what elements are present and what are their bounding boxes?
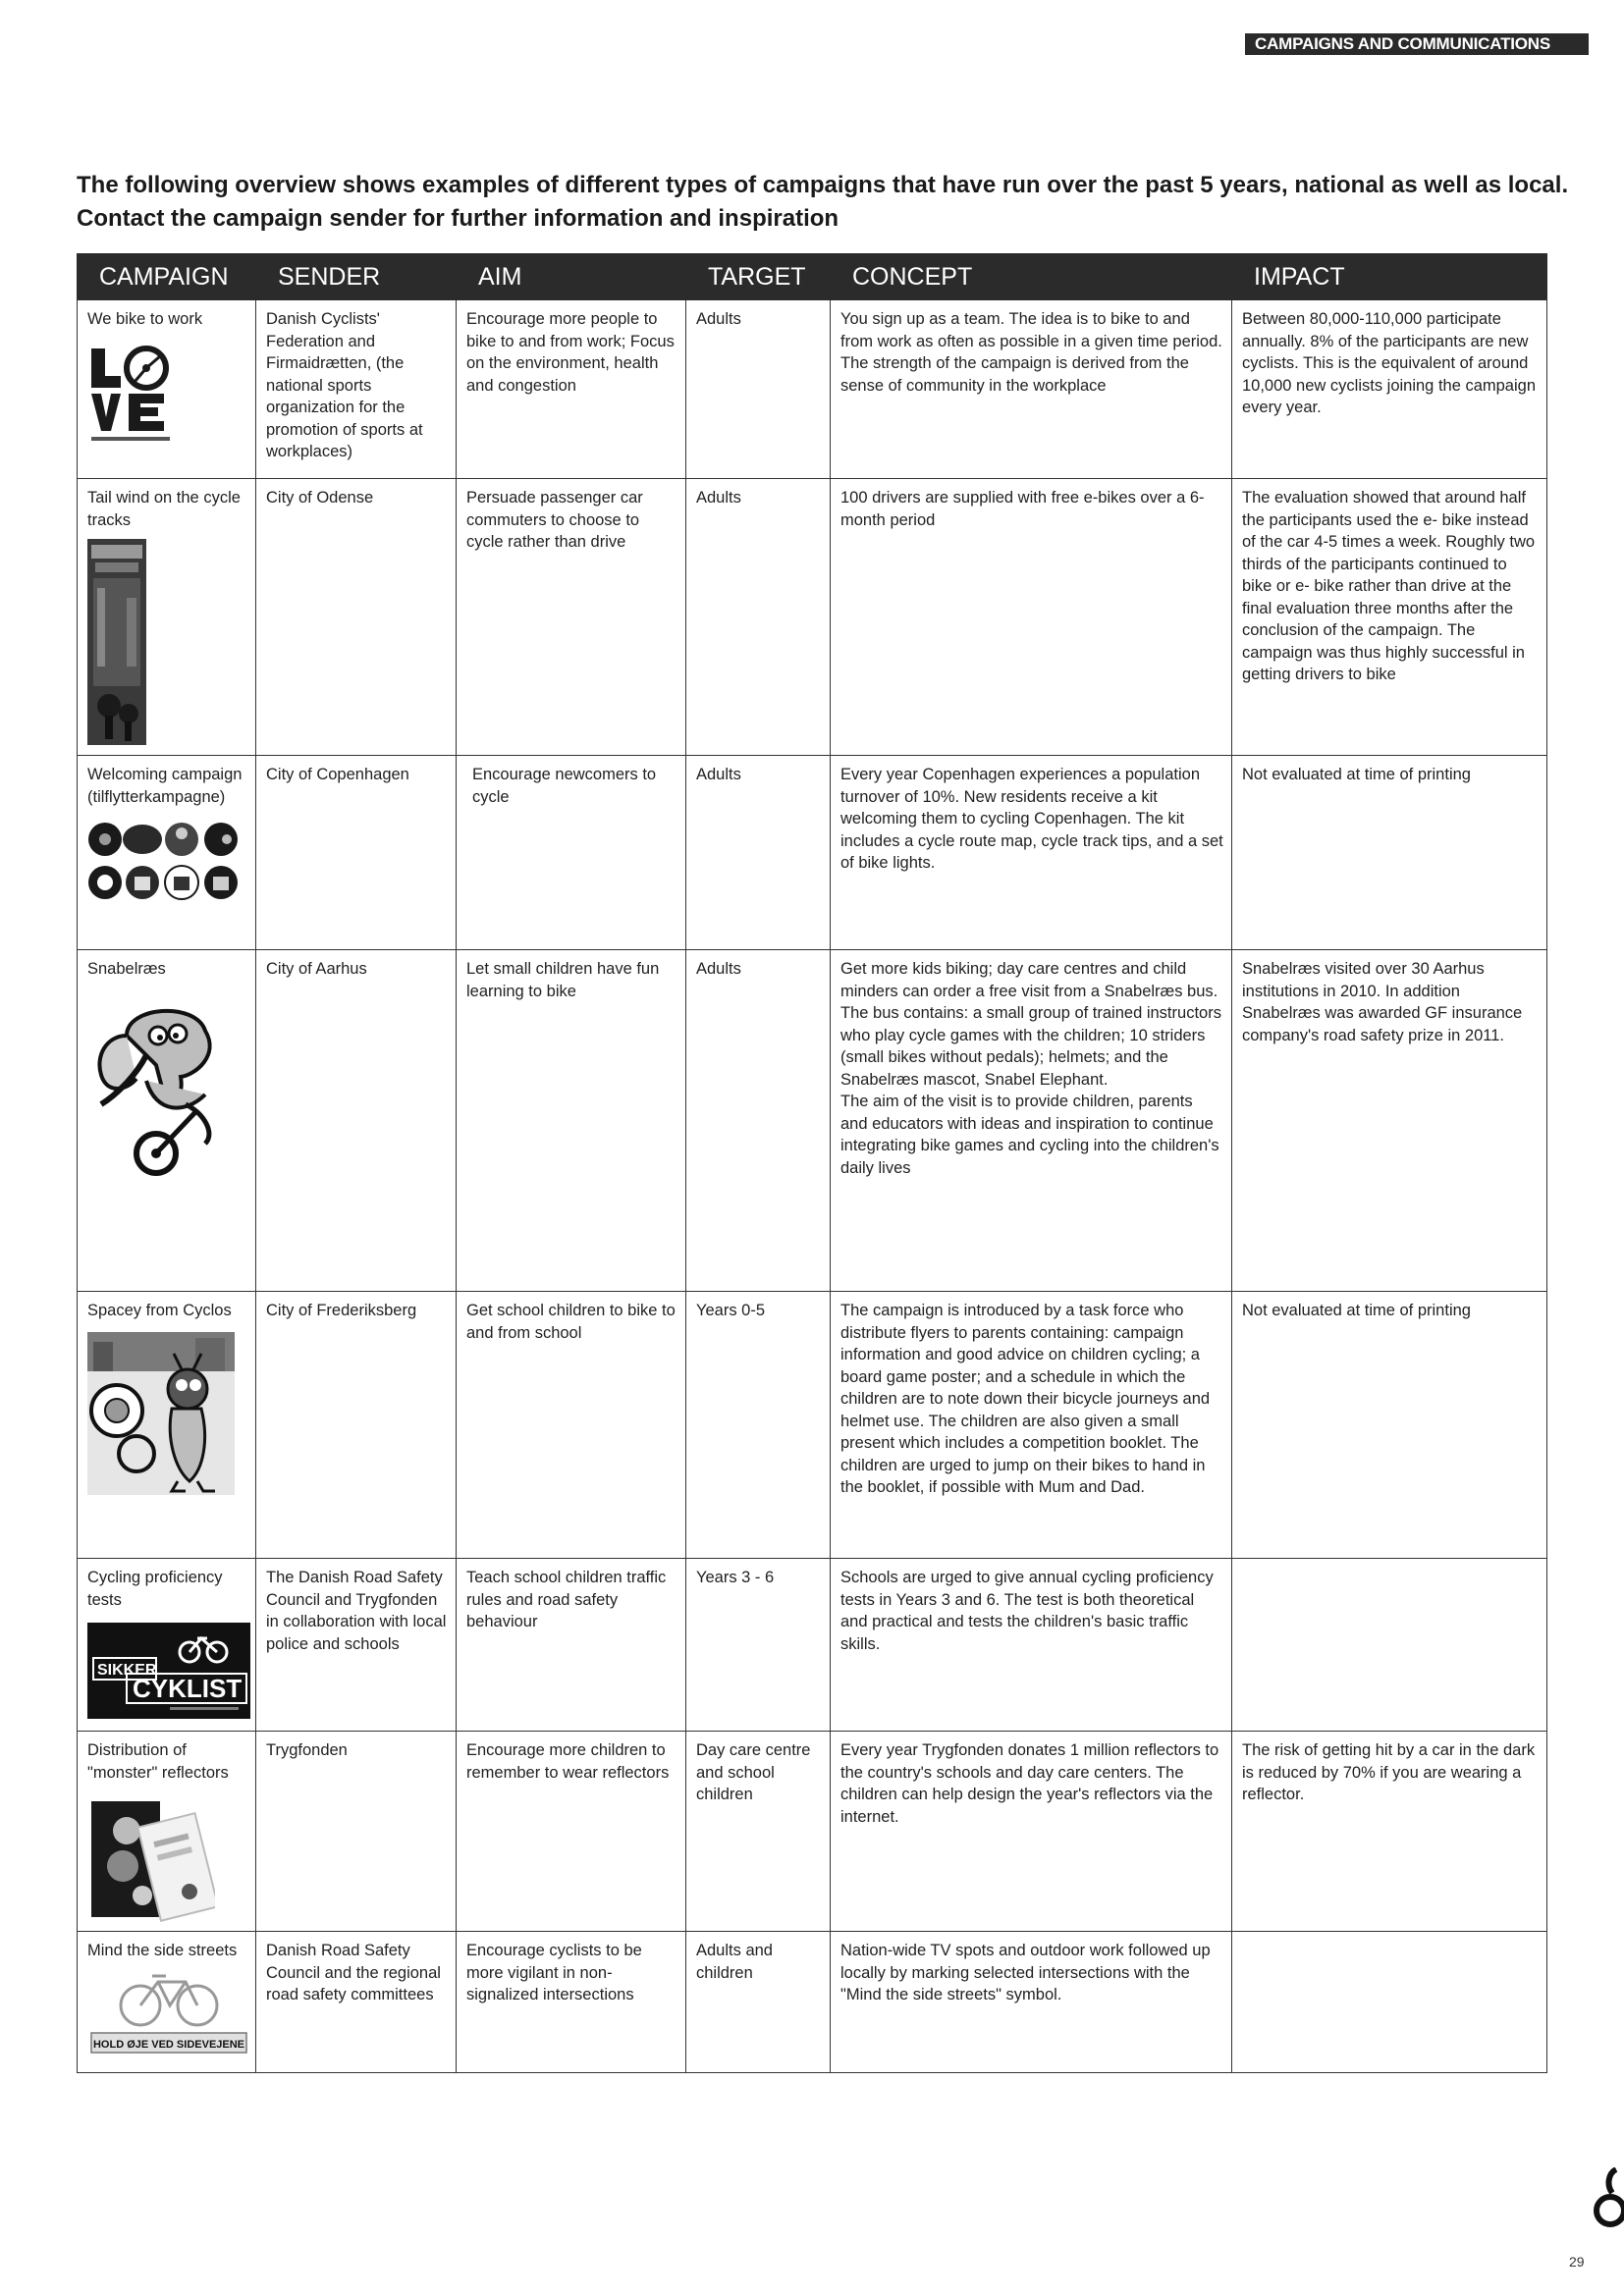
poster-image: [87, 539, 146, 745]
aim-cell: Let small children have fun learning to bike: [457, 950, 686, 1292]
campaign-name: Mind the side streets: [87, 1942, 238, 1959]
impact-cell: Not evaluated at time of printing: [1232, 1292, 1547, 1559]
cyclist-corner-icon: [1589, 2167, 1624, 2230]
impact-cell: Not evaluated at time of printing: [1232, 756, 1547, 950]
concept-cell: Get more kids biking; day care centres and child minders can order a free visit from a Snabelræs bus. The bus contains: a small group of trained instructors who play cycle games with the children; 10 striders (small bikes without pedals); helmets; and the Snabelræs mascot, Snabel Elephant. The aim of the visit is to provide children, parents and educators with ideas and inspiration to continue integrating bike games and cycling into the children's daily lives: [831, 950, 1232, 1292]
campaign-cell: [78, 950, 256, 1292]
campaign-name: Spacey from Cyclos: [87, 1302, 232, 1319]
aim-cell: Encourage more people to bike to and from work; Focus on the environment, health and congestion: [457, 300, 686, 479]
bike-symbol-text: HOLD ØJE VED SIDEVEJENE: [92, 2038, 245, 2051]
cyklist-text: CYKLIST: [133, 1674, 243, 1703]
aim-cell: Teach school children traffic rules and road safety behaviour: [457, 1559, 686, 1732]
sender-cell: Danish Cyclists' Federation and Firmaidrætten, (the national sports organization for the promotion of sports at workplaces): [256, 300, 457, 479]
intro-text: The following overview shows examples of different types of campaigns that have run over the past 5 years, national as well as local. Contact the campaign sender for further information and inspiration: [77, 172, 1569, 232]
concept-cell: 100 drivers are supplied with free e-bikes over a 6-month period: [831, 479, 1232, 756]
sikker-text: SIKKER: [97, 1662, 157, 1679]
impact-cell: [1232, 1932, 1547, 2073]
aim-cell: Encourage newcomers to cycle: [457, 756, 686, 950]
table-row: [78, 1292, 1547, 1559]
aim-cell: Encourage more children to remember to wear reflectors: [457, 1732, 686, 1932]
concept-cell: Nation-wide TV spots and outdoor work followed up locally by marking selected intersections with the "Mind the side streets" symbol.: [831, 1932, 1232, 2073]
column-header-impact: IMPACT: [1232, 254, 1547, 300]
concept-cell: Every year Copenhagen experiences a population turnover of 10%. New residents receive a kit welcoming them to cycling Copenhagen. The kit includes a cycle route map, cycle track tips, and a set of bike lights.: [831, 756, 1232, 950]
page-number: 29: [1569, 2254, 1585, 2269]
impact-cell: Snabelræs visited over 30 Aarhus institutions in 2010. In addition Snabelræs was awarded GF insurance company's road safety prize in 2011.: [1232, 950, 1547, 1292]
spacey-image: [87, 1332, 235, 1495]
concept-cell: Schools are urged to give annual cycling proficiency tests in Years 3 and 6. The test is both theoretical and practical and tests the children's basic traffic skills.: [831, 1559, 1232, 1732]
campaign-cell: [78, 1292, 256, 1559]
campaign-cell: [78, 300, 256, 479]
target-cell: Adults: [686, 300, 831, 479]
campaign-cell: [78, 479, 256, 756]
aim-cell: Encourage cyclists to be more vigilant in non-signalized intersections: [457, 1932, 686, 2073]
campaign-name: Welcoming campaign (tilflytterkampagne): [87, 766, 243, 806]
sender-cell: City of Odense: [256, 479, 457, 756]
reflector-image: [87, 1797, 215, 1923]
target-cell: Years 3 - 6: [686, 1559, 831, 1732]
column-header-target: TARGET: [686, 254, 831, 300]
sender-cell: The Danish Road Safety Council and Trygfonden in collaboration with local police and schools: [256, 1559, 457, 1732]
table-row: [78, 1932, 1547, 2073]
section-label: CAMPAIGNS AND COMMUNICATIONS: [1245, 33, 1589, 55]
campaign-name: Distribution of "monster" reflectors: [87, 1741, 229, 1782]
love-logo-image: [87, 345, 176, 447]
target-cell: Adults and children: [686, 1932, 831, 2073]
table-header-row: [78, 254, 1547, 300]
campaign-name: We bike to work: [87, 310, 203, 328]
target-cell: Adults: [686, 950, 831, 1292]
table-row: [78, 756, 1547, 950]
concept-cell: You sign up as a team. The idea is to bike to and from work as often as possible in a given time period. The strength of the campaign is derived from the sense of community in the workplace: [831, 300, 1232, 479]
sender-cell: Danish Road Safety Council and the regional road safety committees: [256, 1932, 457, 2073]
impact-cell: The evaluation showed that around half the participants used the e- bike instead of the car 4-5 times a week. Roughly two thirds of the participants continued to bike or e- bike rather than drive at the final evaluation three months after the conclusion of the campaign. The campaign was thus highly successful in getting drivers to bike: [1232, 479, 1547, 756]
sikker-cyklist-logo: [87, 1623, 250, 1719]
campaign-cell: [78, 1932, 256, 2073]
sender-cell: City of Copenhagen: [256, 756, 457, 950]
badges-image: [87, 820, 254, 902]
campaign-overview-table: [77, 253, 1547, 2073]
column-header-aim: AIM: [457, 254, 686, 300]
campaign-name: Tail wind on the cycle tracks: [87, 489, 241, 529]
campaign-name: Snabelræs: [87, 960, 166, 978]
impact-cell: [1232, 1559, 1547, 1732]
campaign-cell: [78, 756, 256, 950]
aim-cell: Persuade passenger car commuters to choose to cycle rather than drive: [457, 479, 686, 756]
column-header-concept: CONCEPT: [831, 254, 1232, 300]
sender-cell: City of Aarhus: [256, 950, 457, 1292]
impact-cell: Between 80,000-110,000 participate annually. 8% of the participants are new cyclists. This is the equivalent of around 10,000 new cyclists joining the campaign every year.: [1232, 300, 1547, 479]
column-header-campaign: CAMPAIGN: [78, 254, 256, 300]
sender-cell: City of Frederiksberg: [256, 1292, 457, 1559]
impact-cell: The risk of getting hit by a car in the dark is reduced by 70% if you are wearing a reflector.: [1232, 1732, 1547, 1932]
bike-symbol-image: [87, 1968, 250, 2056]
campaign-name: Cycling proficiency tests: [87, 1569, 223, 1609]
concept-cell: The campaign is introduced by a task force who distribute flyers to parents containing: campaign information and good advice on children cycling; a board game poster; and a schedule in which the children are to note down their bicycle journeys and helmet use. The children are also given a small present which includes a competition booklet. The children are urged to jump on their bikes to hand in the booklet, if possible with Mum and Dad.: [831, 1292, 1232, 1559]
elephant-mascot-image: [87, 996, 244, 1183]
sender-cell: Trygfonden: [256, 1732, 457, 1932]
target-cell: Day care centre and school children: [686, 1732, 831, 1932]
target-cell: Years 0-5: [686, 1292, 831, 1559]
table-row: [78, 300, 1547, 479]
target-cell: Adults: [686, 756, 831, 950]
target-cell: Adults: [686, 479, 831, 756]
concept-cell: Every year Trygfonden donates 1 million reflectors to the country's schools and day care centers. The children can help design the year's reflectors via the internet.: [831, 1732, 1232, 1932]
table-row: [78, 1732, 1547, 1932]
table-row: [78, 950, 1547, 1292]
campaign-cell: [78, 1732, 256, 1932]
column-header-sender: SENDER: [256, 254, 457, 300]
table-row: [78, 479, 1547, 756]
campaign-cell: [78, 1559, 256, 1732]
aim-cell: Get school children to bike to and from school: [457, 1292, 686, 1559]
table-row: [78, 1559, 1547, 1732]
